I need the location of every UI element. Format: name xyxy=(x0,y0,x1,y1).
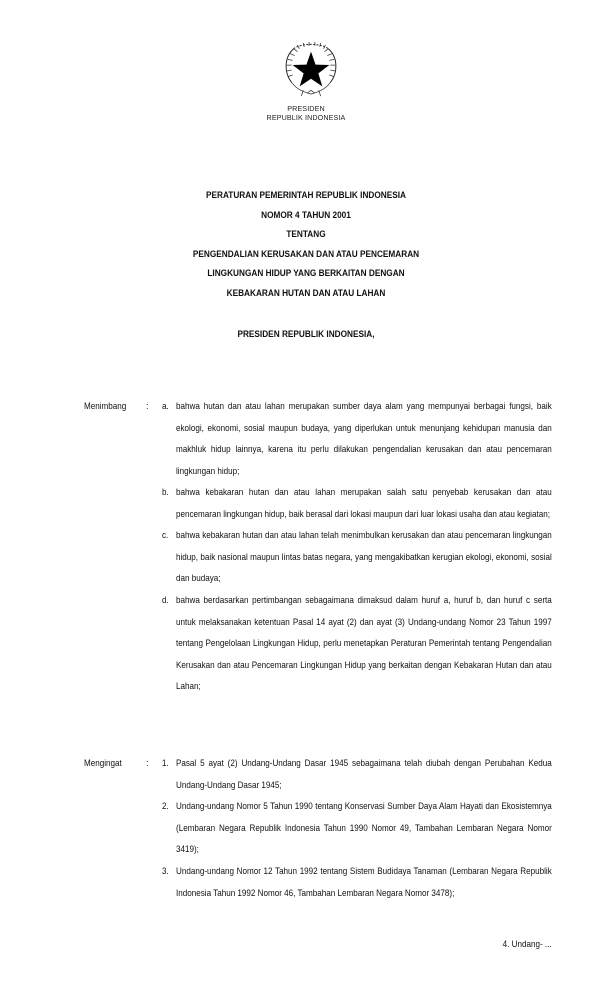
page-continuation: 4. Undang- ... xyxy=(503,939,552,949)
section-colon: : xyxy=(146,401,149,411)
item-marker: b. xyxy=(162,487,169,497)
item-text: bahwa berdasarkan pertimbangan sebagaimana dimaksud dalam huruf a, huruf b, dan huruf c serta untuk melaksanakan ketentuan Pasal 14 ayat (2) dan ayat (3) Undang-undang Nomor 23 Tahun 1997 tentang Pengelolaan Lingkungan Hidup, perlu menetapkan Peraturan Pemerintah tentang Pengendalian Kerusakan dan atau Pencemaran Lingkungan Hidup yang berkaitan dengan Kebakaran Hutan dan atau Lahan; xyxy=(176,595,552,691)
list-item xyxy=(162,396,552,482)
title-line: TENTANG xyxy=(286,228,326,239)
item-text: Undang-undang Nomor 12 Tahun 1992 tentang Sistem Budidaya Tanaman (Lembaran Negara Republik Indonesia Tahun 1992 Nomor 46, Tambahan Lembaran Negara Nomor 3478); xyxy=(176,866,552,898)
list-item xyxy=(162,796,552,861)
section-mengingat xyxy=(0,753,612,904)
item-text: bahwa hutan dan atau lahan merupakan sumber daya alam yang mempunyai berbagai fungsi, baik ekologi, ekonomi, sosial maupun budaya, yang diperlukan untuk menunjang kehidupan manusia dan makhluk hidup lainnya, karena itu perlu dilakukan pengendalian kerusakan dan atau pencemaran lingkungan hidup; xyxy=(176,401,552,476)
section-label: Menimbang xyxy=(84,401,127,411)
list-item xyxy=(162,861,552,904)
item-text: Undang-undang Nomor 5 Tahun 1990 tentang Konservasi Sumber Daya Alam Hayati dan Ekosistemnya (Lembaran Negara Republik Indonesia Tahun 1990 Nomor 49, Tambahan Lembaran Negara Nomor 3419); xyxy=(176,801,552,854)
emblem-caption-republik: REPUBLIK INDONESIA xyxy=(266,113,346,122)
document-title xyxy=(0,185,612,302)
item-text: bahwa kebakaran hutan dan atau lahan telah menimbulkan kerusakan dan atau pencemaran lingkungan hidup, baik nasional maupun lintas batas negara, yang mengakibatkan kerugian ekologi, ekonomi, sosial dan budaya; xyxy=(176,530,552,583)
garuda-emblem-icon xyxy=(282,40,340,100)
list-item xyxy=(162,482,552,525)
item-marker: a. xyxy=(162,401,169,411)
list-item xyxy=(162,590,552,698)
section-label: Mengingat xyxy=(84,758,122,768)
item-marker: d. xyxy=(162,595,169,605)
title-line: PERATURAN PEMERINTAH REPUBLIK INDONESIA xyxy=(205,189,406,200)
title-line: LINGKUNGAN HIDUP YANG BERKAITAN DENGAN xyxy=(207,267,405,278)
item-marker: 3. xyxy=(162,866,169,876)
title-line: NOMOR 4 TAHUN 2001 xyxy=(261,208,351,220)
item-text: bahwa kebakaran hutan dan atau lahan merupakan salah satu penyebab kerusakan dan atau pencemaran lingkungan hidup, baik berasal dari lokasi maupun dari luar lokasi usaha dan atau kegiatan; xyxy=(176,487,552,519)
emblem-caption-presiden: PRESIDEN xyxy=(287,104,325,113)
section-colon: : xyxy=(146,758,149,768)
list-item xyxy=(162,753,552,796)
presiden-heading: PRESIDEN REPUBLIK INDONESIA, xyxy=(237,328,375,339)
item-marker: c. xyxy=(162,530,169,540)
item-marker: 2. xyxy=(162,801,169,811)
title-line: KEBAKARAN HUTAN DAN ATAU LAHAN xyxy=(226,286,386,298)
item-text: Pasal 5 ayat (2) Undang-Undang Dasar 1945 sebagaimana telah diubah dengan Perubahan Kedua Undang-Undang Dasar 1945; xyxy=(176,758,552,790)
item-marker: 1. xyxy=(162,758,169,768)
title-line: PENGENDALIAN KERUSAKAN DAN ATAU PENCEMARAN xyxy=(192,247,420,259)
list-item xyxy=(162,525,552,590)
section-menimbang xyxy=(0,396,612,698)
